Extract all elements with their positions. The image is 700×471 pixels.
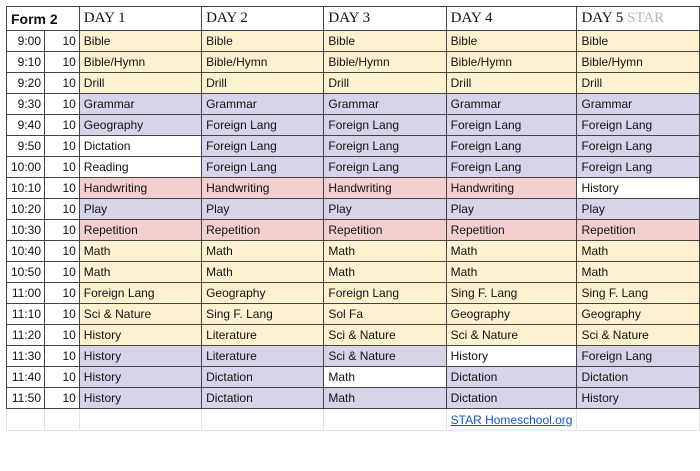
subject-cell-day-2[interactable]: Drill [202, 73, 324, 94]
day-header-2[interactable]: DAY 2 [202, 7, 324, 31]
schedule-row [7, 262, 700, 283]
time-cell[interactable]: 10:30 [7, 220, 45, 241]
minutes-cell[interactable]: 10 [45, 325, 80, 346]
subject-cell-day-2[interactable]: Handwriting [202, 178, 324, 199]
minutes-cell[interactable]: 10 [45, 346, 80, 367]
subject-cell-day-4[interactable]: Geography [446, 304, 577, 325]
subject-cell-day-1[interactable]: History [79, 388, 201, 409]
minutes-cell[interactable]: 10 [45, 304, 80, 325]
subject-cell-day-2[interactable]: Foreign Lang [202, 157, 324, 178]
time-cell[interactable]: 10:40 [7, 241, 45, 262]
subject-cell-day-3[interactable]: Math [324, 367, 446, 388]
subject-cell-day-4[interactable]: Repetition [446, 220, 577, 241]
subject-cell-day-4[interactable]: Dictation [446, 388, 577, 409]
subject-cell-day-4[interactable]: Drill [446, 73, 577, 94]
subject-cell-day-3[interactable]: Foreign Lang [324, 115, 446, 136]
subject-cell-day-1[interactable]: Reading [79, 157, 201, 178]
subject-cell-day-5[interactable]: Grammar [577, 94, 700, 115]
subject-cell-day-4[interactable]: Sing F. Lang [446, 283, 577, 304]
minutes-cell[interactable]: 10 [45, 388, 80, 409]
subject-cell-day-1[interactable]: Dictation [79, 136, 201, 157]
empty-cell[interactable] [7, 409, 45, 431]
subject-cell-day-3[interactable]: Sci & Nature [324, 325, 446, 346]
subject-cell-day-3[interactable]: Handwriting [324, 178, 446, 199]
subject-cell-day-4[interactable]: Bible [446, 31, 577, 52]
subject-cell-day-3[interactable]: Sol Fa [324, 304, 446, 325]
subject-cell-day-5[interactable]: Foreign Lang [577, 136, 700, 157]
subject-cell-day-1[interactable]: Bible [79, 31, 201, 52]
footer-row [7, 409, 700, 431]
subject-cell-day-3[interactable]: Math [324, 388, 446, 409]
time-cell[interactable]: 11:30 [7, 346, 45, 367]
subject-cell-day-2[interactable]: Foreign Lang [202, 115, 324, 136]
subject-cell-day-5[interactable]: Foreign Lang [577, 346, 700, 367]
subject-cell-day-2[interactable]: Literature [202, 325, 324, 346]
time-cell[interactable]: 9:50 [7, 136, 45, 157]
subject-cell-day-4[interactable]: Math [446, 241, 577, 262]
subject-cell-day-4[interactable]: Handwriting [446, 178, 577, 199]
subject-cell-day-1[interactable]: Drill [79, 73, 201, 94]
schedule-row [7, 31, 700, 52]
subject-cell-day-3[interactable]: Grammar [324, 94, 446, 115]
empty-cell[interactable] [577, 409, 700, 431]
subject-cell-day-4[interactable]: Bible/Hymn [446, 52, 577, 73]
empty-cell[interactable] [79, 409, 201, 431]
subject-cell-day-5[interactable]: Math [577, 262, 700, 283]
subject-cell-day-2[interactable]: Literature [202, 346, 324, 367]
subject-cell-day-5[interactable]: Bible [577, 31, 700, 52]
form-label[interactable]: Form 2 [7, 7, 80, 31]
time-cell[interactable]: 11:40 [7, 367, 45, 388]
subject-cell-day-2[interactable]: Bible/Hymn [202, 52, 324, 73]
minutes-cell[interactable]: 10 [45, 199, 80, 220]
subject-cell-day-5[interactable]: Math [577, 241, 700, 262]
subject-cell-day-3[interactable]: Foreign Lang [324, 136, 446, 157]
subject-cell-day-1[interactable]: Play [79, 199, 201, 220]
minutes-cell[interactable]: 10 [45, 136, 80, 157]
subject-cell-day-2[interactable]: Repetition [202, 220, 324, 241]
time-cell[interactable]: 11:00 [7, 283, 45, 304]
subject-cell-day-3[interactable]: Drill [324, 73, 446, 94]
subject-cell-day-4[interactable]: History [446, 346, 577, 367]
minutes-cell[interactable]: 10 [45, 367, 80, 388]
subject-cell-day-3[interactable]: Foreign Lang [324, 283, 446, 304]
time-cell[interactable]: 10:00 [7, 157, 45, 178]
subject-cell-day-5[interactable]: Geography [577, 304, 700, 325]
star-homeschool-link[interactable]: STAR Homeschool.org [446, 409, 577, 431]
minutes-cell[interactable]: 10 [45, 283, 80, 304]
subject-cell-day-3[interactable]: Math [324, 241, 446, 262]
subject-cell-day-1[interactable]: Math [79, 262, 201, 283]
subject-cell-day-2[interactable]: Foreign Lang [202, 136, 324, 157]
subject-cell-day-3[interactable]: Bible/Hymn [324, 52, 446, 73]
minutes-cell[interactable]: 10 [45, 31, 80, 52]
subject-cell-day-2[interactable]: Math [202, 262, 324, 283]
subject-cell-day-2[interactable]: Play [202, 199, 324, 220]
minutes-cell[interactable]: 10 [45, 157, 80, 178]
subject-cell-day-1[interactable]: Geography [79, 115, 201, 136]
subject-cell-day-1[interactable]: History [79, 325, 201, 346]
subject-cell-day-4[interactable]: Foreign Lang [446, 115, 577, 136]
subject-cell-day-1[interactable]: Math [79, 241, 201, 262]
subject-cell-day-4[interactable]: Foreign Lang [446, 157, 577, 178]
subject-cell-day-5[interactable]: Foreign Lang [577, 157, 700, 178]
schedule-row [7, 325, 700, 346]
day-header-4[interactable]: DAY 4 [446, 7, 577, 31]
day-5-label: DAY 5 [581, 10, 624, 26]
subject-cell-day-5[interactable]: Play [577, 199, 700, 220]
subject-cell-day-5[interactable]: Dictation [577, 367, 700, 388]
subject-cell-day-5[interactable]: Repetition [577, 220, 700, 241]
minutes-cell[interactable]: 10 [45, 115, 80, 136]
time-cell[interactable]: 11:20 [7, 325, 45, 346]
schedule-row [7, 304, 700, 325]
time-cell[interactable]: 9:30 [7, 94, 45, 115]
subject-cell-day-3[interactable]: Foreign Lang [324, 157, 446, 178]
subject-cell-day-2[interactable]: Sing F. Lang [202, 304, 324, 325]
subject-cell-day-5[interactable]: History [577, 388, 700, 409]
subject-cell-day-5[interactable]: History [577, 178, 700, 199]
subject-cell-day-5[interactable]: Drill [577, 73, 700, 94]
subject-cell-day-3[interactable]: Repetition [324, 220, 446, 241]
subject-cell-day-2[interactable]: Math [202, 241, 324, 262]
subject-cell-day-1[interactable]: History [79, 346, 201, 367]
subject-cell-day-2[interactable]: Bible [202, 31, 324, 52]
schedule-row [7, 283, 700, 304]
star-label: STAR [627, 10, 665, 26]
subject-cell-day-5[interactable]: Sing F. Lang [577, 283, 700, 304]
schedule-row [7, 346, 700, 367]
schedule-row [7, 115, 700, 136]
minutes-cell[interactable]: 10 [45, 52, 80, 73]
subject-cell-day-2[interactable]: Geography [202, 283, 324, 304]
subject-cell-day-2[interactable]: Grammar [202, 94, 324, 115]
subject-cell-day-4[interactable]: Grammar [446, 94, 577, 115]
time-cell[interactable]: 10:50 [7, 262, 45, 283]
minutes-cell[interactable]: 10 [45, 178, 80, 199]
time-cell[interactable]: 9:20 [7, 73, 45, 94]
schedule-row [7, 388, 700, 409]
schedule-row [7, 178, 700, 199]
subject-cell-day-4[interactable]: Sci & Nature [446, 325, 577, 346]
subject-cell-day-4[interactable]: Math [446, 262, 577, 283]
subject-cell-day-1[interactable]: Grammar [79, 94, 201, 115]
subject-cell-day-3[interactable]: Bible [324, 31, 446, 52]
time-cell[interactable]: 11:50 [7, 388, 45, 409]
empty-cell[interactable] [324, 409, 446, 431]
subject-cell-day-1[interactable]: Handwriting [79, 178, 201, 199]
subject-cell-day-5[interactable]: Sci & Nature [577, 325, 700, 346]
minutes-cell[interactable]: 10 [45, 94, 80, 115]
subject-cell-day-5[interactable]: Bible/Hymn [577, 52, 700, 73]
time-cell[interactable]: 10:20 [7, 199, 45, 220]
schedule-row [7, 241, 700, 262]
schedule-row [7, 52, 700, 73]
schedule-row [7, 199, 700, 220]
subject-cell-day-4[interactable]: Dictation [446, 367, 577, 388]
subject-cell-day-1[interactable]: History [79, 367, 201, 388]
minutes-cell[interactable]: 10 [45, 262, 80, 283]
day-header-5[interactable] [577, 7, 700, 31]
subject-cell-day-2[interactable]: Dictation [202, 367, 324, 388]
minutes-cell[interactable]: 10 [45, 220, 80, 241]
header-row [7, 7, 700, 31]
subject-cell-day-3[interactable]: Math [324, 262, 446, 283]
subject-cell-day-3[interactable]: Play [324, 199, 446, 220]
subject-cell-day-4[interactable]: Play [446, 199, 577, 220]
minutes-cell[interactable]: 10 [45, 73, 80, 94]
day-header-3[interactable]: DAY 3 [324, 7, 446, 31]
time-cell[interactable]: 11:10 [7, 304, 45, 325]
schedule-row [7, 220, 700, 241]
time-cell[interactable]: 9:00 [7, 31, 45, 52]
subject-cell-day-1[interactable]: Bible/Hymn [79, 52, 201, 73]
day-header-1[interactable]: DAY 1 [79, 7, 201, 31]
empty-cell[interactable] [45, 409, 80, 431]
subject-cell-day-5[interactable]: Foreign Lang [577, 115, 700, 136]
time-cell[interactable]: 9:10 [7, 52, 45, 73]
subject-cell-day-2[interactable]: Dictation [202, 388, 324, 409]
time-cell[interactable]: 9:40 [7, 115, 45, 136]
subject-cell-day-1[interactable]: Sci & Nature [79, 304, 201, 325]
subject-cell-day-3[interactable]: Sci & Nature [324, 346, 446, 367]
time-cell[interactable]: 10:10 [7, 178, 45, 199]
schedule-row [7, 367, 700, 388]
schedule-row [7, 136, 700, 157]
schedule-row [7, 94, 700, 115]
schedule-row [7, 157, 700, 178]
minutes-cell[interactable]: 10 [45, 241, 80, 262]
timetable [6, 6, 700, 431]
subject-cell-day-4[interactable]: Foreign Lang [446, 136, 577, 157]
subject-cell-day-1[interactable]: Repetition [79, 220, 201, 241]
subject-cell-day-1[interactable]: Foreign Lang [79, 283, 201, 304]
schedule-row [7, 73, 700, 94]
empty-cell[interactable] [202, 409, 324, 431]
